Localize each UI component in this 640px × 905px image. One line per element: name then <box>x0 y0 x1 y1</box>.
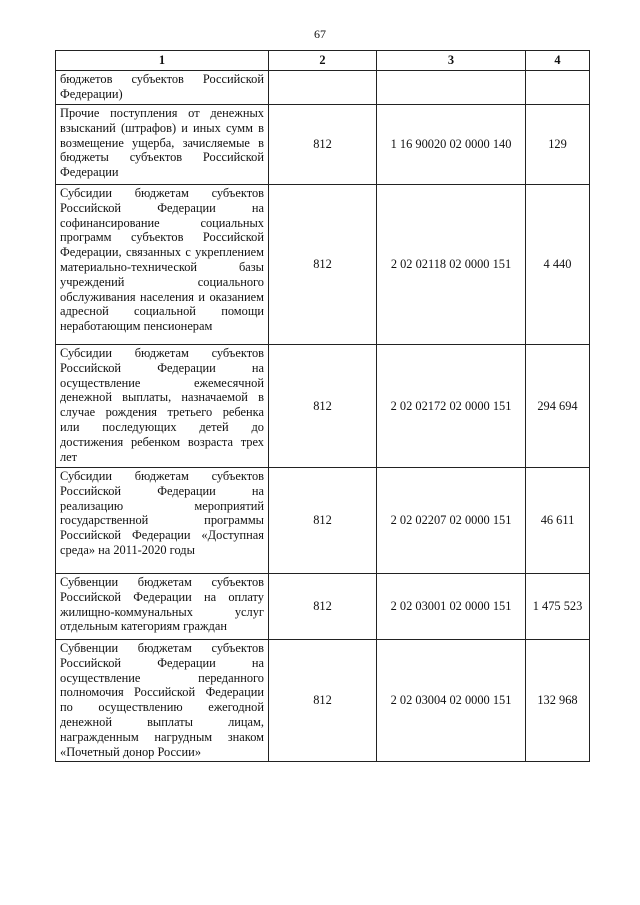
column-header: 4 <box>526 51 590 71</box>
column-header: 3 <box>377 51 526 71</box>
table-row <box>56 574 590 640</box>
row-admin-code: 812 <box>269 345 377 468</box>
row-classification-code: 1 16 90020 02 0000 140 <box>377 105 526 185</box>
row-admin-code: 812 <box>269 640 377 762</box>
table-row <box>56 71 590 105</box>
row-classification-code: 2 02 03004 02 0000 151 <box>377 640 526 762</box>
row-amount: 1 475 523 <box>526 574 590 640</box>
row-amount: 294 694 <box>526 345 590 468</box>
row-classification-code: 2 02 02172 02 0000 151 <box>377 345 526 468</box>
row-amount: 129 <box>526 105 590 185</box>
table-row <box>56 185 590 345</box>
row-description: Субвенции бюджетам субъектов Российской Федерации на оплату жилищно-коммунальных услуг отдельным категориям граждан <box>56 574 269 640</box>
row-classification-code: 2 02 02207 02 0000 151 <box>377 468 526 574</box>
row-admin-code: 812 <box>269 185 377 345</box>
header-row <box>56 51 590 71</box>
row-amount: 132 968 <box>526 640 590 762</box>
page-number: 67 <box>314 27 326 41</box>
row-admin-code <box>269 71 377 105</box>
row-description: бюджетов субъектов Российской Федерации) <box>56 71 269 105</box>
row-description: Прочие поступления от денежных взысканий (штрафов) и иных сумм в возмещение ущерба, зачисляемые в бюджеты субъектов Российской Федерации <box>56 105 269 185</box>
table-row <box>56 105 590 185</box>
row-amount: 4 440 <box>526 185 590 345</box>
table-row <box>56 345 590 468</box>
row-amount: 46 611 <box>526 468 590 574</box>
row-admin-code: 812 <box>269 468 377 574</box>
row-description: Субвенции бюджетам субъектов Российской Федерации на осуществление переданного полномочия Российской Федерации по осуществлению ежегодной денежной выплаты лицам, награжденным нагрудным знаком «Почетный донор России» <box>56 640 269 762</box>
row-description: Субсидии бюджетам субъектов Российской Федерации на осуществление ежемесячной денежной выплаты, назначаемой в случае рождения третьего ребенка или последующих детей до достижения ребенком возраста трех лет <box>56 345 269 468</box>
table-row <box>56 468 590 574</box>
row-amount <box>526 71 590 105</box>
row-admin-code: 812 <box>269 105 377 185</box>
column-header: 1 <box>56 51 269 71</box>
column-header: 2 <box>269 51 377 71</box>
row-classification-code: 2 02 02118 02 0000 151 <box>377 185 526 345</box>
row-admin-code: 812 <box>269 574 377 640</box>
row-description: Субсидии бюджетам субъектов Российской Федерации на софинансирование социальных программ субъектов Российской Федерации, связанных с укреплением материально-технической базы учреждений социального обслуживания населения и оказанием адресной социальной помощи неработающим пенсионерам <box>56 185 269 345</box>
row-classification-code: 2 02 03001 02 0000 151 <box>377 574 526 640</box>
row-description: Субсидии бюджетам субъектов Российской Федерации на реализацию мероприятий государственной программы Российской Федерации «Доступная среда» на 2011-2020 годы <box>56 468 269 574</box>
budget-table <box>55 50 590 762</box>
table-row <box>56 640 590 762</box>
row-classification-code <box>377 71 526 105</box>
